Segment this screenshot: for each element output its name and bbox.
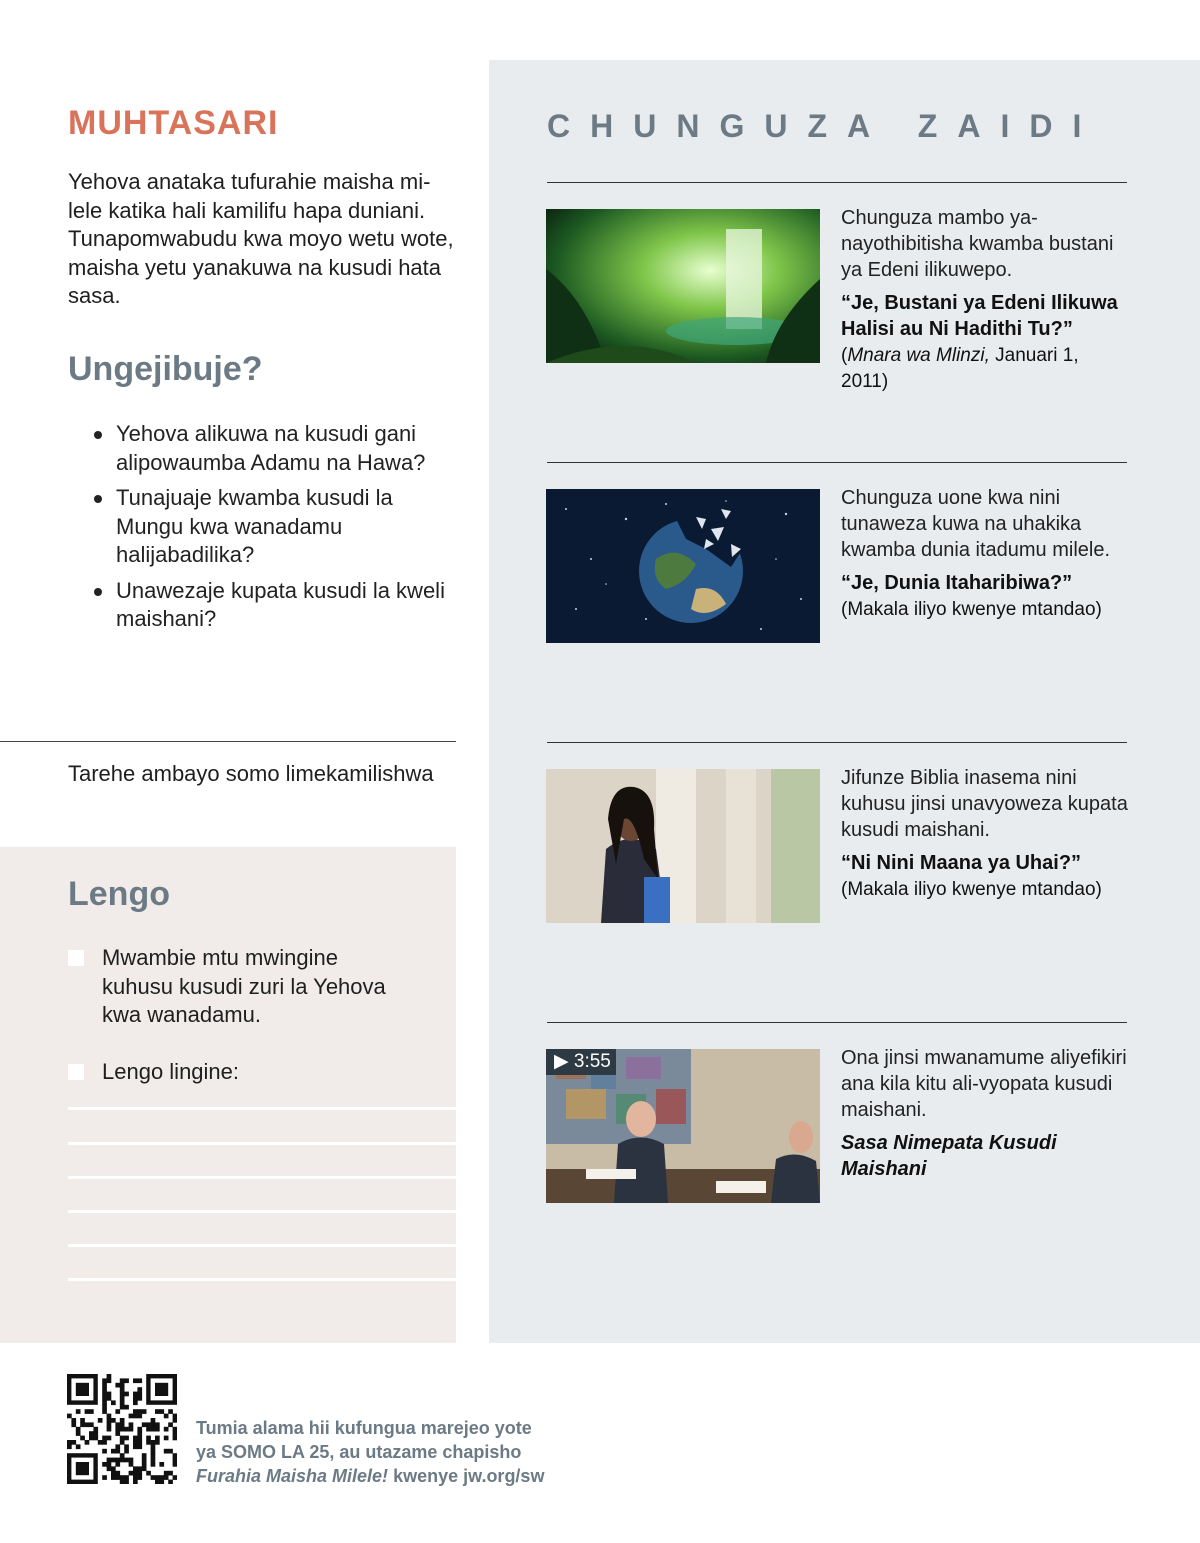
- goal-text: Lengo lingine:: [102, 1059, 240, 1084]
- summary-title: MUHTASARI: [68, 104, 279, 142]
- question-item: Unawezaje kupata kusudi la kweli maishani?: [92, 577, 452, 634]
- explore-entry: [841, 205, 1131, 395]
- entry-description: Jifunze Biblia inasema nini kuhusu jinsi unavyoweza kupata kusudi maishani.: [841, 767, 1128, 841]
- explore-title: CHUNGUZA ZAIDI: [547, 108, 1102, 144]
- goal-checkbox-item[interactable]: [68, 944, 398, 1030]
- entry-title-link[interactable]: “Ni Nini Maana ya Uhai?”: [841, 852, 1082, 874]
- entry-description: Ona jinsi mwanamume aliyefikiri ana kila kitu ali-vyopata kusudi maishani.: [841, 1047, 1127, 1121]
- goal-title: Lengo: [68, 875, 170, 913]
- divider: [0, 741, 456, 742]
- entry-description: Chunguza uone kwa nini tunaweza kuwa na uhakika kwamba dunia itadumu milele.: [841, 487, 1111, 561]
- footer-line: Tumia alama hii kufungua marejeo yote: [196, 1418, 532, 1438]
- writing-line[interactable]: [68, 1142, 456, 1145]
- divider: [547, 182, 1127, 183]
- checkbox[interactable]: [68, 950, 84, 966]
- questions-list: [92, 420, 452, 641]
- woman-image[interactable]: [546, 769, 820, 923]
- footer-note: [196, 1416, 544, 1488]
- footer-line: ya SOMO LA 25, au utazame chapisho: [196, 1442, 522, 1462]
- checkbox[interactable]: [68, 1064, 84, 1080]
- earth-image[interactable]: [546, 489, 820, 643]
- entry-title-link[interactable]: “Je, Bustani ya Edeni Ilikuwa Halisi au Ni Hadithi Tu?”: [841, 292, 1118, 340]
- completion-date-label: Tarehe ambayo somo limekamilishwa: [68, 761, 434, 786]
- divider: [547, 462, 1127, 463]
- writing-line[interactable]: [68, 1176, 456, 1179]
- footer-line: Furahia Maisha Milele! kwenye jw.org/sw: [196, 1466, 545, 1486]
- entry-title-link[interactable]: Sasa Nimepata Kusudi Maishani: [841, 1132, 1057, 1180]
- qr-code-icon[interactable]: [67, 1374, 177, 1484]
- entry-description: Chunguza mambo ya-nayothibitisha kwamba bustani ya Edeni ilikuwepo.: [841, 207, 1114, 281]
- writing-line[interactable]: [68, 1107, 456, 1110]
- goal-panel: [0, 847, 456, 1343]
- entry-source: (Makala iliyo kwenye mtandao): [841, 599, 1102, 620]
- goal-text: Mwambie mtu mwingine kuhusu kusudi zuri la Yehova kwa wanadamu.: [102, 945, 386, 1027]
- explore-entry: [841, 1045, 1131, 1182]
- writing-line[interactable]: [68, 1278, 456, 1281]
- questions-title: Ungejibuje?: [68, 350, 263, 388]
- entry-source: (Makala iliyo kwenye mtandao): [841, 879, 1102, 900]
- explore-entry: [841, 485, 1131, 623]
- entry-title-link[interactable]: “Je, Dunia Itaharibiwa?”: [841, 572, 1073, 594]
- goal-checkbox-item[interactable]: [68, 1058, 398, 1087]
- question-item: Tunajuaje kwamba kusudi la Mungu kwa wanadamu halijabadilika?: [92, 484, 452, 570]
- explore-entry: [841, 765, 1131, 903]
- writing-line[interactable]: [68, 1244, 456, 1247]
- question-item: Yehova alikuwa na kusudi gani alipowaumba Adamu na Hawa?: [92, 420, 452, 477]
- writing-line[interactable]: [68, 1210, 456, 1213]
- video-duration-badge[interactable]: ▶ 3:55: [546, 1049, 616, 1075]
- divider: [547, 742, 1127, 743]
- garden-image[interactable]: [546, 209, 820, 363]
- divider: [547, 1022, 1127, 1023]
- entry-source: (Mnara wa Mlinzi, Januari 1, 2011): [841, 345, 1079, 392]
- summary-text: Yehova anataka tufurahie maisha mi-lele katika hali kamilifu hapa duniani. Tunapomwabudu kwa moyo wetu wote, maisha yetu yanakuwa na kusudi hata sasa.: [68, 169, 454, 308]
